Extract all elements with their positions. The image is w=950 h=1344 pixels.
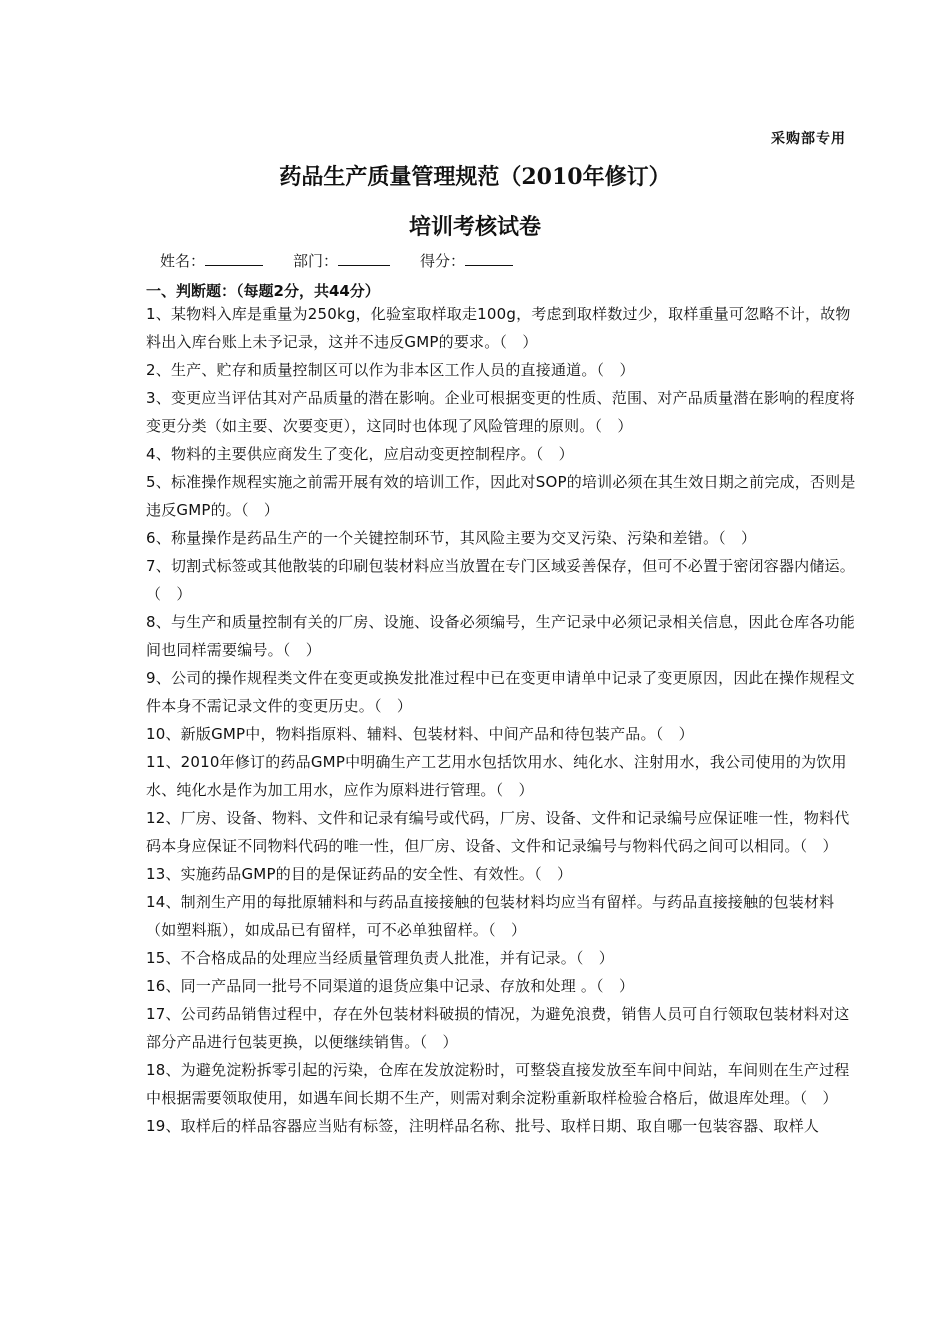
question-item: 14、制剂生产用的每批原辅料和与药品直接接触的包装材料均应当有留样。与药品直接接触的包装材料（如塑料瓶），如成品已有留样，可不必单独留样。（ ） bbox=[146, 893, 835, 939]
question-item: 4、物料的主要供应商发生了变化，应启动变更控制程序。（ ） bbox=[146, 445, 574, 463]
question-list bbox=[146, 300, 858, 1140]
examinee-info-row bbox=[160, 250, 543, 271]
section-heading: 一、判断题：（每题2分，共44分） bbox=[146, 282, 380, 300]
score-field bbox=[420, 250, 513, 271]
question-item: 11、2010年修订的药品GMP中明确生产工艺用水包括饮用水、纯化水、注射用水，我公司使用的为饮用水、纯化水是作为加工用水，应作为原料进行管理。（ ） bbox=[146, 753, 847, 799]
question-item: 3、变更应当评估其对产品质量的潜在影响。企业可根据变更的性质、范围、对产品质量潜在影响的程度将变更分类（如主要、次要变更），这同时也体现了风险管理的原则。（ ） bbox=[146, 389, 855, 435]
question-item: 17、公司药品销售过程中，存在外包装材料破损的情况，为避免浪费，销售人员可自行领取包装材料对这部分产品进行包装更换，以便继续销售。（ ） bbox=[146, 1005, 850, 1051]
name-label: 姓名： bbox=[160, 252, 206, 270]
name-field bbox=[160, 250, 263, 271]
score-label: 得分： bbox=[420, 252, 466, 270]
department-label: 部门： bbox=[293, 252, 339, 270]
question-item: 2、生产、贮存和质量控制区可以作为非本区工作人员的直接通道。（ ） bbox=[146, 361, 635, 379]
question-item: 5、标准操作规程实施之前需开展有效的培训工作，因此对SOP的培训必须在其生效日期之前完成，否则是违反GMP的。（ ） bbox=[146, 473, 856, 519]
question-item: 9、公司的操作规程类文件在变更或换发批准过程中已在变更申请单中记录了变更原因，因此在操作规程文件本身不需记录文件的变更历史。（ ） bbox=[146, 669, 855, 715]
name-blank[interactable] bbox=[205, 251, 263, 266]
document-subtitle: 培训考核试卷 bbox=[408, 214, 541, 240]
question-item: 15、不合格成品的处理应当经质量管理负责人批准，并有记录。（ ） bbox=[146, 949, 614, 967]
question-item: 8、与生产和质量控制有关的厂房、设施、设备必须编号，生产记录中必须记录相关信息，因此仓库各功能间也同样需要编号。（ ） bbox=[146, 613, 855, 659]
document-title: 药品生产质量管理规范（2010年修订） bbox=[279, 164, 671, 190]
department-blank[interactable] bbox=[338, 251, 390, 266]
question-item: 10、新版GMP中，物料指原料、辅料、包装材料、中间产品和待包装产品。（ ） bbox=[146, 725, 694, 743]
question-item: 1、某物料入库是重量为250kg，化验室取样取走100g，考虑到取样数过少，取样重量可忽略不计，故物料出入库台账上未予记录，这并不违反GMP的要求。（ ） bbox=[146, 305, 851, 351]
department-tag: 采购部专用 bbox=[771, 131, 846, 147]
department-field bbox=[293, 250, 390, 271]
score-blank[interactable] bbox=[465, 251, 513, 266]
question-item: 12、厂房、设备、物料、文件和记录有编号或代码，厂房、设备、文件和记录编号应保证唯一性，物料代码本身应保证不同物料代码的唯一性，但厂房、设备、文件和记录编号与物料代码之间可以相同。（ ） bbox=[146, 809, 850, 855]
question-item: 6、称量操作是药品生产的一个关键控制环节，其风险主要为交叉污染、污染和差错。（ ） bbox=[146, 529, 757, 547]
question-item: 19、取样后的样品容器应当贴有标签，注明样品名称、批号、取样日期、取自哪一包装容器、取样人 bbox=[146, 1117, 820, 1135]
question-item: 13、实施药品GMP的目的是保证药品的安全性、有效性。（ ） bbox=[146, 865, 573, 883]
question-item: 7、切割式标签或其他散装的印刷包装材料应当放置在专门区域妥善保存，但可不必置于密闭容器内储运。（ ） bbox=[146, 557, 855, 603]
question-item: 18、为避免淀粉拆零引起的污染，仓库在发放淀粉时，可整袋直接发放至车间中间站，车间则在生产过程中根据需要领取使用，如遇车间长期不生产，则需对剩余淀粉重新取样检验合格后，做退库处理。（ ） bbox=[146, 1061, 850, 1107]
question-item: 16、同一产品同一批号不同渠道的退货应集中记录、存放和处理 。（ ） bbox=[146, 977, 635, 995]
